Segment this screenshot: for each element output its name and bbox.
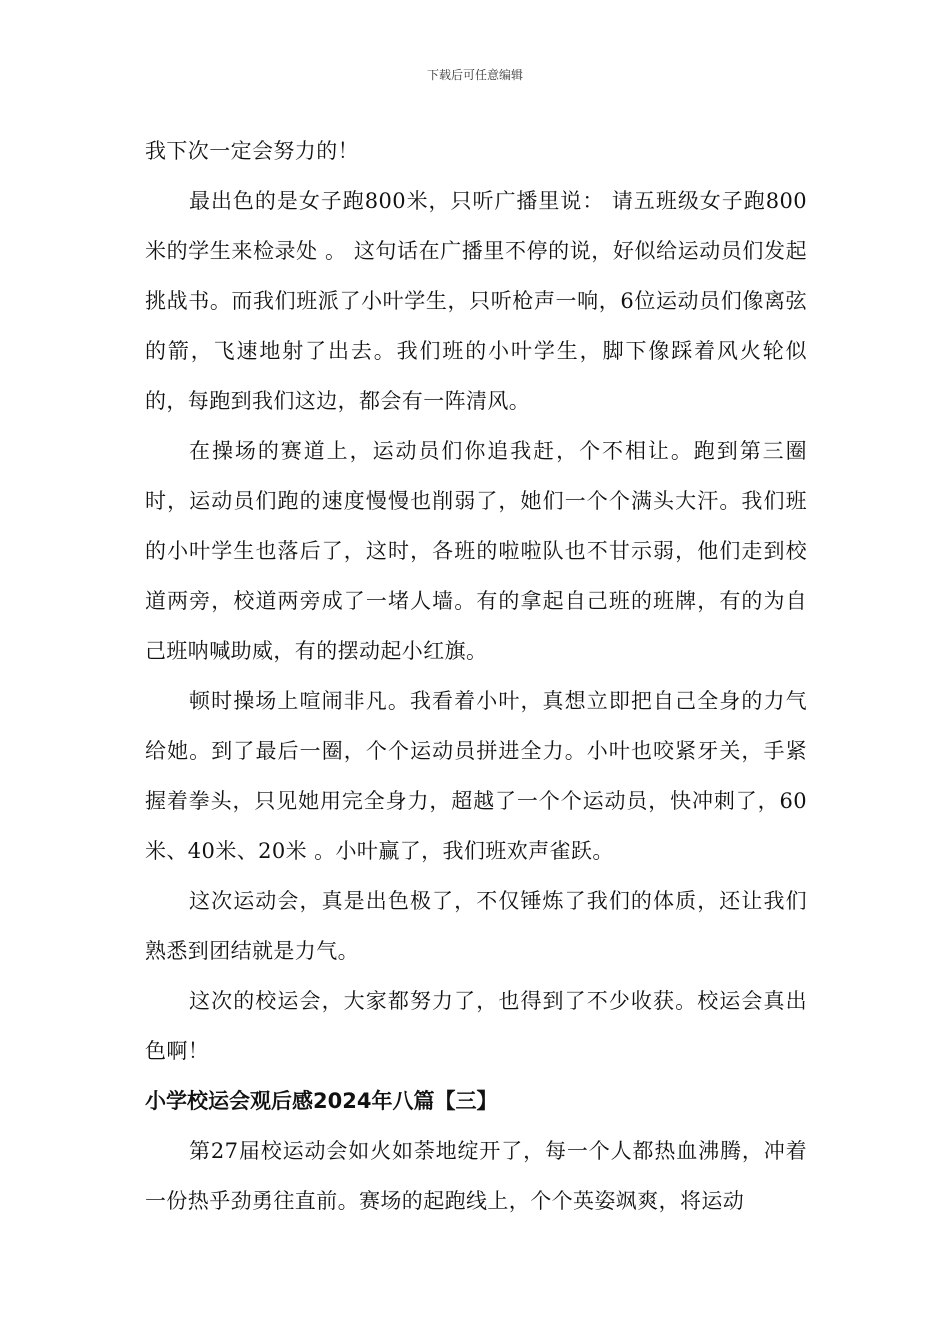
paragraph: 最出色的是女子跑800米，只听广播里说： 请五班级女子跑800米的学生来检录处 。 这句话在广播里不停的说，好似给运动员们发起挑战书。而我们班派了小叶学生，只听枪声一响，6位运动员们像离弦的箭，飞速地射了出去。我们班的小叶学生，脚下像踩着风火轮似的，每跑到我们这边，都会有一阵清风。 [145,189,807,413]
header-note: 下载后可任意编辑 [426,68,523,82]
paragraph: 顿时操场上喧闹非凡。我看着小叶，真想立即把自己全身的力气给她。到了最后一圈，个个运动员拼进全力。小叶也咬紧牙关，手紧握着拳头，只见她用完全身力，超越了一个个运动员，快冲刺了，60米、40米、20米 。小叶赢了，我们班欢声雀跃。 [145,689,807,863]
article-body [145,126,807,1226]
paragraph-continuation: 我下次一定会努力的！ [145,139,359,163]
section-heading: 小学校运会观后感2024年八篇【三】 [145,1089,498,1113]
paragraph: 在操场的赛道上，运动员们你追我赶，个不相让。跑到第三圈时，运动员们跑的速度慢慢也削弱了，她们一个个满头大汗。我们班的小叶学生也落后了，这时，各班的啦啦队也不甘示弱，他们走到校道两旁，校道两旁成了一堵人墙。有的拿起自己班的班牌，有的为自己班呐喊助威，有的摆动起小红旗。 [145,439,807,663]
paragraph: 第27届校运动会如火如荼地绽开了，每一个人都热血沸腾，冲着一份热乎劲勇往直前。赛场的起跑线上，个个英姿飒爽，将运动 [145,1139,807,1213]
paragraph: 这次的校运会，大家都努力了，也得到了不少收获。校运会真出色啊！ [145,989,807,1063]
paragraph: 这次运动会，真是出色极了，不仅锤炼了我们的体质，还让我们熟悉到团结就是力气。 [145,889,807,963]
